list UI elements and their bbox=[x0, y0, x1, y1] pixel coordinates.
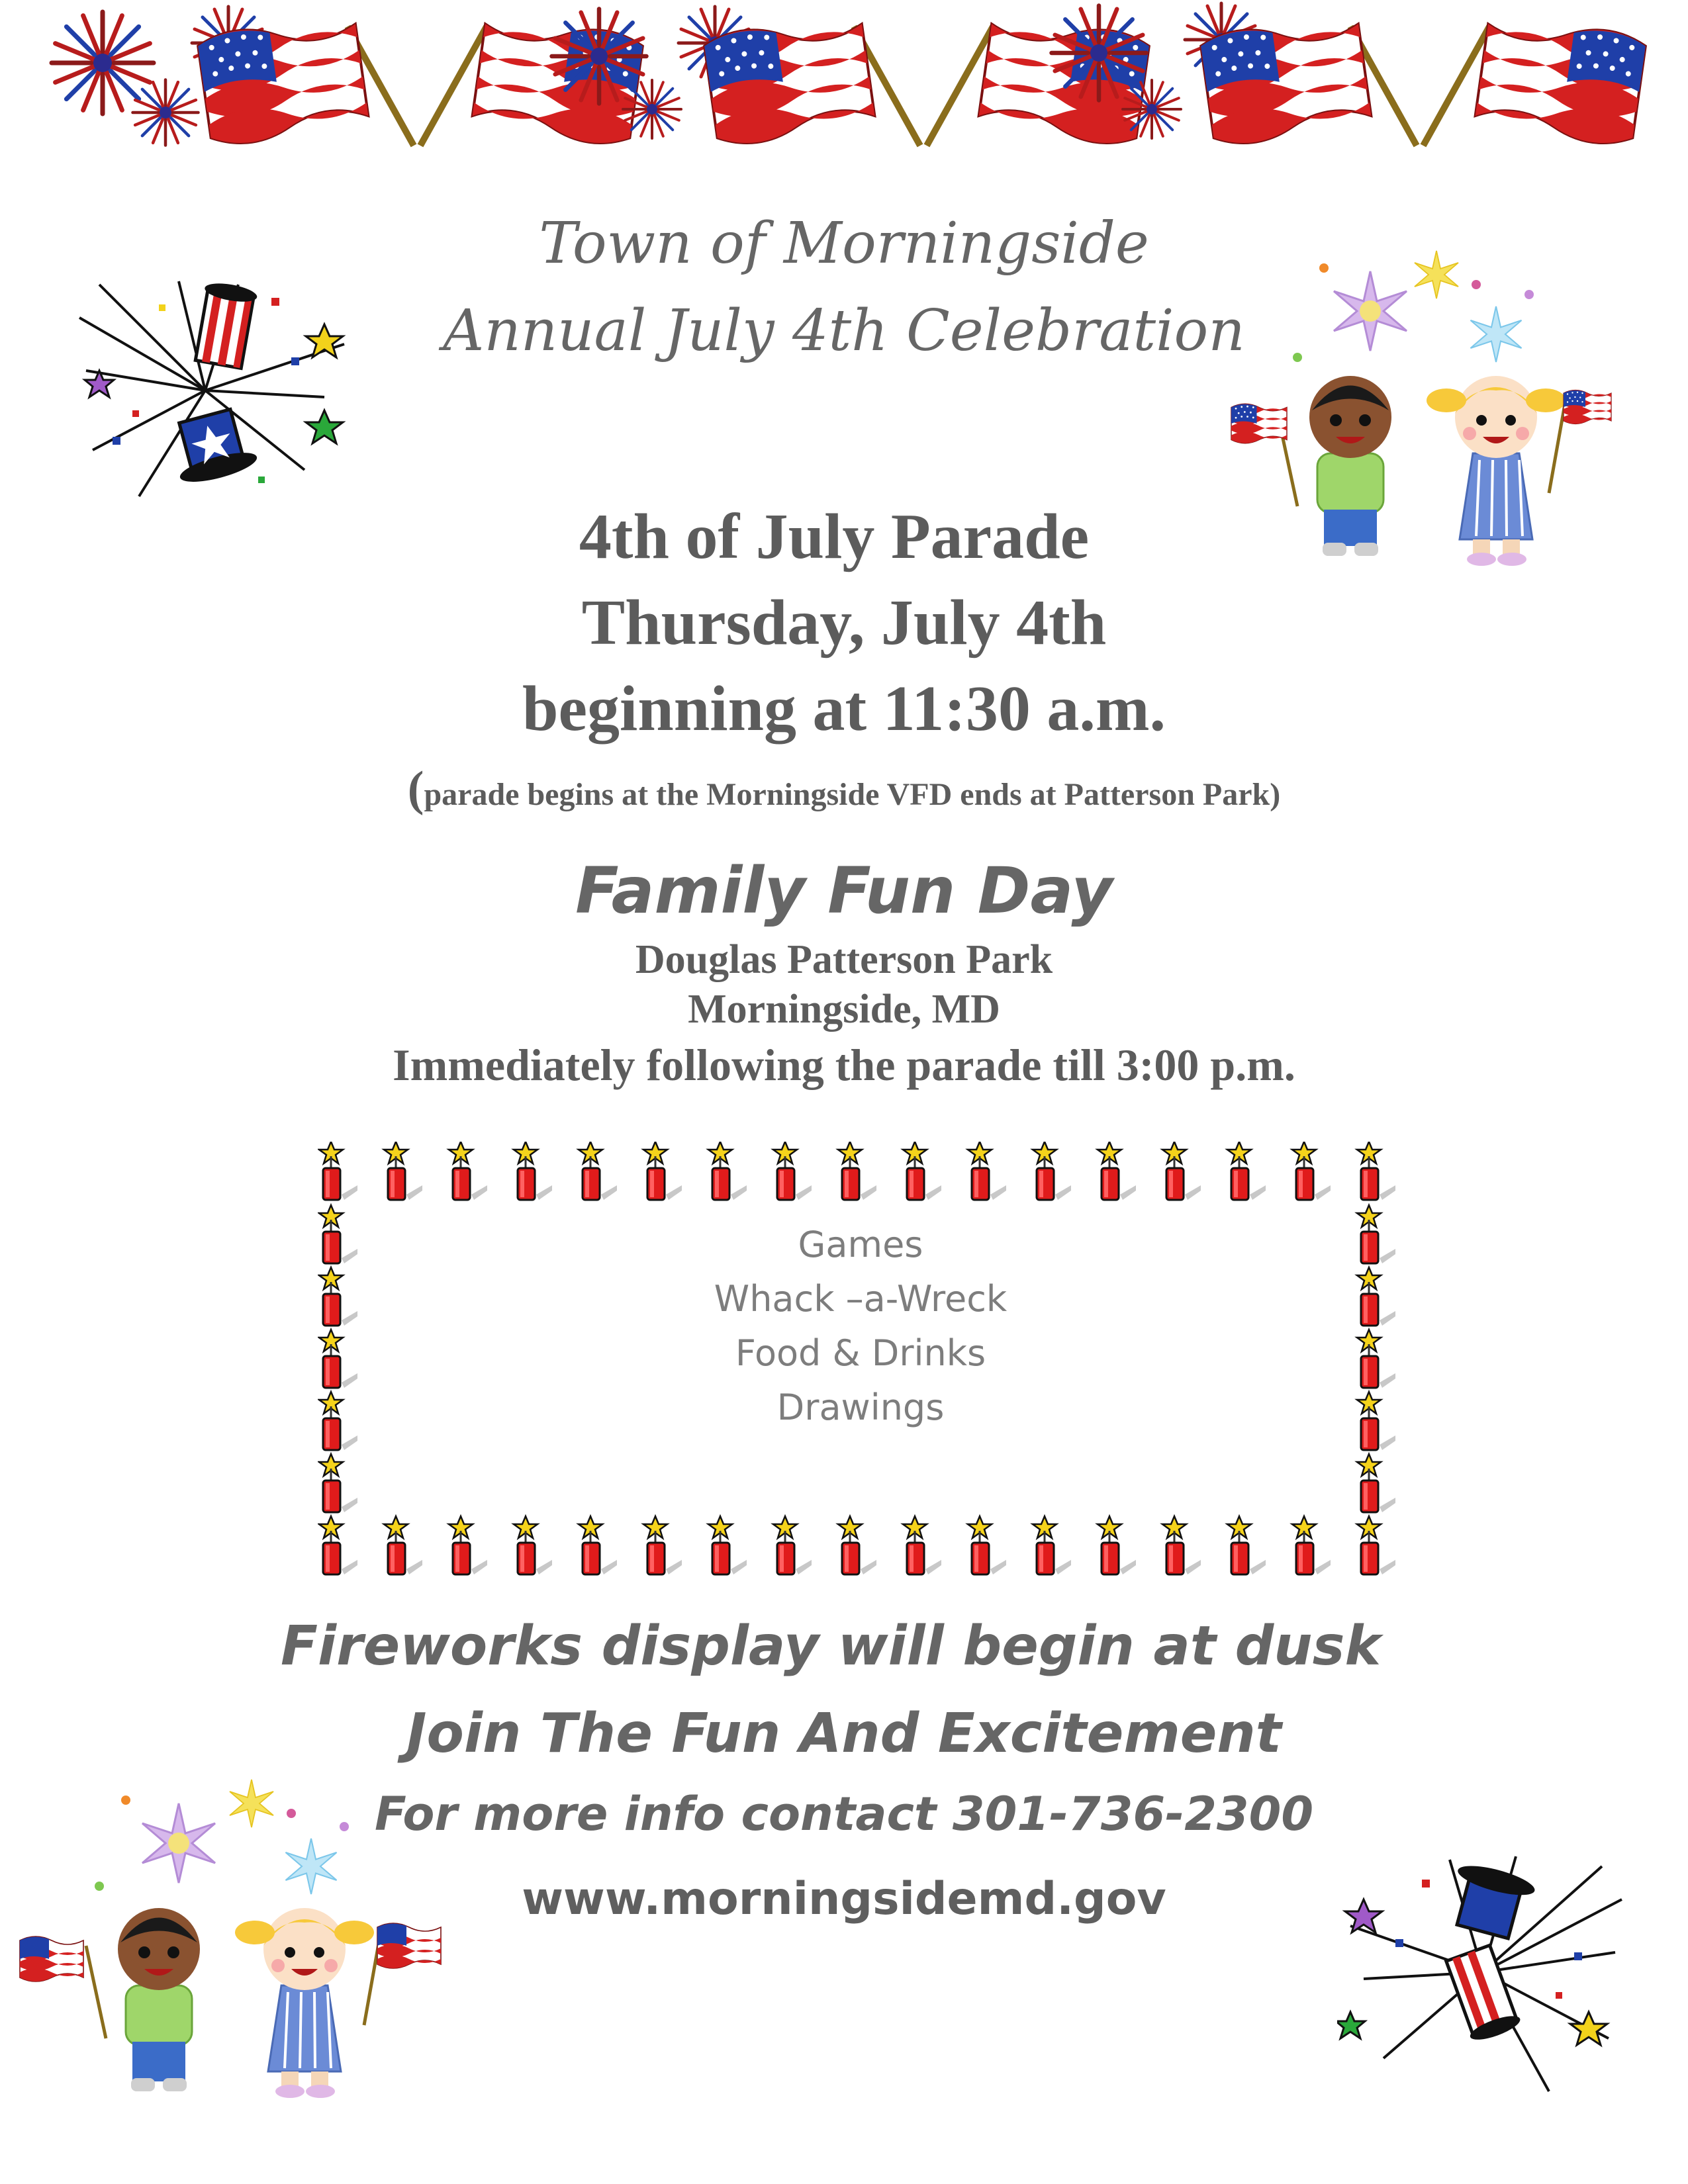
flag-banner bbox=[0, 0, 1688, 172]
parade-time: beginning at 11:30 a.m. bbox=[522, 673, 1166, 745]
activity-item: Food & Drinks bbox=[735, 1332, 986, 1374]
kids-with-flags-icon bbox=[13, 1774, 450, 2118]
header-celebration-title: Annual July 4th Celebration bbox=[443, 298, 1245, 364]
header-town-title: Town of Morningside bbox=[539, 210, 1149, 277]
activity-item: Whack –a-Wreck bbox=[714, 1278, 1008, 1320]
parade-route-paren: ( bbox=[407, 762, 424, 816]
join-tagline: Join The Fun And Excitement bbox=[406, 1702, 1282, 1765]
contact-info: For more info contact 301-736-2300 bbox=[374, 1787, 1314, 1841]
fun-day-title: Family Fun Day bbox=[575, 854, 1113, 928]
parade-title: 4th of July Parade bbox=[579, 501, 1090, 572]
website-link[interactable]: www.morningsidemd.gov bbox=[522, 1873, 1166, 1925]
activity-item: Games bbox=[798, 1224, 923, 1265]
exploding-hat-icon bbox=[73, 278, 364, 516]
fun-day-location-city: Morningside, MD bbox=[688, 987, 1000, 1032]
parade-route-text: parade begins at the Morningside VFD ends at Patterson Park) bbox=[424, 777, 1281, 812]
parade-date: Thursday, July 4th bbox=[581, 587, 1107, 659]
activity-item: Drawings bbox=[776, 1387, 945, 1428]
parade-route bbox=[0, 761, 1688, 817]
fun-day-time: Immediately following the parade till 3:00 p.m. bbox=[393, 1040, 1295, 1090]
exploding-hat-icon bbox=[1337, 1853, 1642, 2105]
fireworks-notice: Fireworks display will begin at dusk bbox=[281, 1615, 1381, 1678]
fun-day-location-name: Douglas Patterson Park bbox=[635, 937, 1053, 982]
activities-list bbox=[318, 1218, 1403, 1435]
